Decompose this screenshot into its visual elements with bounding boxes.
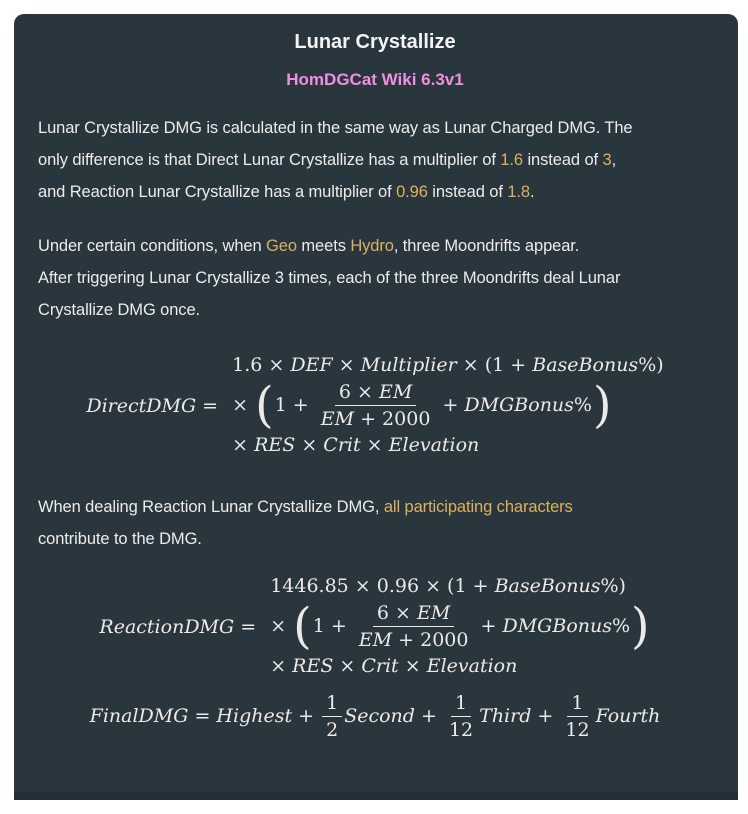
text-run: =: [188, 705, 217, 727]
text-run: +: [474, 615, 503, 637]
text-run: only difference is that Direct Lunar Crystallize has a multiplier of: [38, 151, 501, 169]
variable-direct-dmg: DirectDMG: [86, 394, 197, 417]
next-section-edge: [14, 792, 738, 800]
text-run: 2: [326, 719, 339, 741]
text-run: .: [529, 183, 535, 201]
fraction-one-half: [322, 692, 342, 741]
text-run: EM: [358, 629, 393, 651]
text-run: 1446.85 × 0.96 × (1 +: [270, 575, 495, 597]
text-run: %: [611, 615, 631, 637]
page-background: [0, 14, 748, 814]
text-run: +: [414, 705, 443, 727]
variable-reaction-dmg: ReactionDMG: [99, 615, 235, 638]
text-run: +: [436, 394, 465, 416]
text-run: Third: [479, 705, 532, 727]
text-run: Crystallize DMG once.: [38, 301, 201, 319]
equals-sign: =: [234, 615, 263, 638]
final-dmg-formula: [38, 692, 712, 741]
text-run: ×: [270, 615, 293, 637]
text-run: RES: [254, 434, 296, 456]
text-run: Under certain conditions, when: [38, 237, 267, 255]
fraction-denominator: [561, 717, 593, 741]
multiplier-lunar-charged: 3: [602, 151, 612, 169]
text-run: meets: [296, 237, 351, 255]
text-run: +: [292, 705, 321, 727]
times-operator: [232, 392, 254, 419]
text-run: DEF: [290, 354, 333, 376]
text-run: 1.6 ×: [232, 354, 291, 376]
text-run: FinalDMG: [89, 705, 189, 727]
one-plus: [313, 613, 353, 640]
text-run: DMGBonus: [502, 615, 612, 637]
text-run: Crit: [361, 655, 399, 677]
text-run: 1 +: [312, 615, 353, 637]
text-run: ×: [295, 434, 324, 456]
lunar-crystallize-card: [14, 14, 738, 800]
text-run: , three Moondrifts appear.: [393, 237, 580, 255]
text-run: Highest: [216, 705, 293, 727]
text-run: Multiplier: [360, 354, 457, 376]
text-run: EM: [320, 408, 355, 430]
paragraph-moondrifts: [38, 230, 712, 326]
text-run: 1 +: [274, 394, 315, 416]
direct-dmg-formula: [38, 352, 712, 459]
fourth-term: [596, 703, 661, 730]
em-fraction: [355, 602, 473, 651]
formula-line-3: [232, 432, 479, 459]
fraction-one-twelfth: [445, 692, 477, 741]
formula-rhs: [270, 573, 650, 680]
paragraph-multipliers: [38, 112, 712, 208]
text-run: Second: [344, 705, 415, 727]
text-run: ×: [232, 434, 255, 456]
text-run: %: [573, 394, 592, 416]
fraction-denominator: [355, 627, 473, 651]
text-run: + 2000: [354, 408, 431, 430]
multiplier-reaction-lunar-crystallize: 0.96: [396, 183, 428, 201]
text-run: Fourth: [595, 705, 661, 727]
text-run: ×: [332, 354, 361, 376]
text-run: 6 ×: [376, 602, 418, 624]
fraction-denominator: [317, 406, 435, 430]
plus-dmg-bonus: [436, 392, 592, 419]
fraction-one-twelfth: [561, 692, 593, 741]
text-run: 1: [455, 692, 468, 714]
plus-dmg-bonus: [474, 613, 630, 640]
text-run: ×: [333, 655, 362, 677]
text-run: Crit: [323, 434, 361, 456]
highlight-participating-characters: all participating characters: [383, 498, 573, 516]
text-run: +: [531, 705, 560, 727]
text-run: Elevation: [426, 655, 518, 677]
formula-rhs: [232, 352, 664, 459]
fraction-numerator: [451, 692, 471, 717]
fraction-denominator: [322, 717, 342, 741]
text-run: contribute to the DMG.: [38, 530, 202, 548]
text-run: EM: [378, 381, 413, 403]
text-run: ×: [360, 434, 389, 456]
multiplier-lunar-charged-reaction: 1.8: [507, 183, 530, 201]
text-run: instead of: [427, 183, 508, 201]
fraction-numerator: [567, 692, 587, 717]
text-run: × (1 +: [456, 354, 533, 376]
page-title: Lunar Crystallize: [294, 31, 456, 53]
text-run: BaseBonus: [532, 354, 639, 376]
text-run: 1: [571, 692, 584, 714]
text-run: BaseBonus: [494, 575, 601, 597]
fraction-denominator: [445, 717, 477, 741]
text-run: and Reaction Lunar Crystallize has a multiplier of: [38, 183, 397, 201]
text-run: Lunar Crystallize DMG is calculated in the same way as Lunar Charged DMG. The: [38, 119, 633, 137]
formula-line-3: [270, 653, 517, 680]
text-run: EM: [417, 602, 451, 624]
reaction-dmg-formula: [38, 573, 712, 680]
text-run: 12: [565, 719, 590, 741]
formula-lhs: [99, 616, 262, 638]
text-run: Elevation: [388, 434, 480, 456]
third-term: [479, 703, 559, 730]
formula-line-2: × ( 1 + $\frac{6 \times EM}{EM + 2000}$ + DMGBonus% ): [270, 597, 650, 655]
text-run: %): [638, 354, 664, 376]
equals-sign: =: [196, 394, 225, 417]
text-run: DMGBonus: [464, 394, 574, 416]
text-run: RES: [292, 655, 334, 677]
formula-line-1: [232, 352, 664, 379]
second-term: [344, 703, 443, 730]
text-run: ,: [611, 151, 617, 169]
formula-line-2: × ( 1 + $\frac{6 \times EM}{EM + 2000}$ + DMGBonus% ): [232, 376, 612, 434]
text-run: ×: [398, 655, 427, 677]
paragraph-reaction-contribution: [38, 491, 712, 555]
one-plus: [275, 392, 315, 419]
text-run: instead of: [522, 151, 603, 169]
text-run: 1: [326, 692, 339, 714]
text-run: After triggering Lunar Crystallize 3 times, each of the three Moondrifts deal Lunar: [38, 269, 621, 287]
multiplier-direct-lunar-crystallize: 1.6: [500, 151, 523, 169]
formula-lhs: [86, 395, 224, 417]
fraction-numerator: [335, 381, 416, 406]
text-run: %): [600, 575, 626, 597]
times-operator: [270, 613, 292, 640]
formula-line-1: [270, 573, 626, 600]
final-lhs-and-highest: [90, 703, 320, 730]
text-run: 12: [448, 719, 474, 741]
text-run: + 2000: [392, 629, 469, 651]
text-run: 6 ×: [338, 381, 379, 403]
text-run: ×: [270, 655, 293, 677]
fraction-numerator: [322, 692, 342, 717]
wiki-version-link[interactable]: HomDGCat Wiki 6.3v1: [286, 70, 464, 89]
element-geo: Geo: [266, 237, 297, 255]
text-run: When dealing Reaction Lunar Crystallize DMG,: [38, 498, 384, 516]
em-fraction: [317, 381, 435, 430]
text-run: ×: [232, 394, 255, 416]
fraction-numerator: [373, 602, 454, 627]
element-hydro: Hydro: [350, 237, 394, 255]
